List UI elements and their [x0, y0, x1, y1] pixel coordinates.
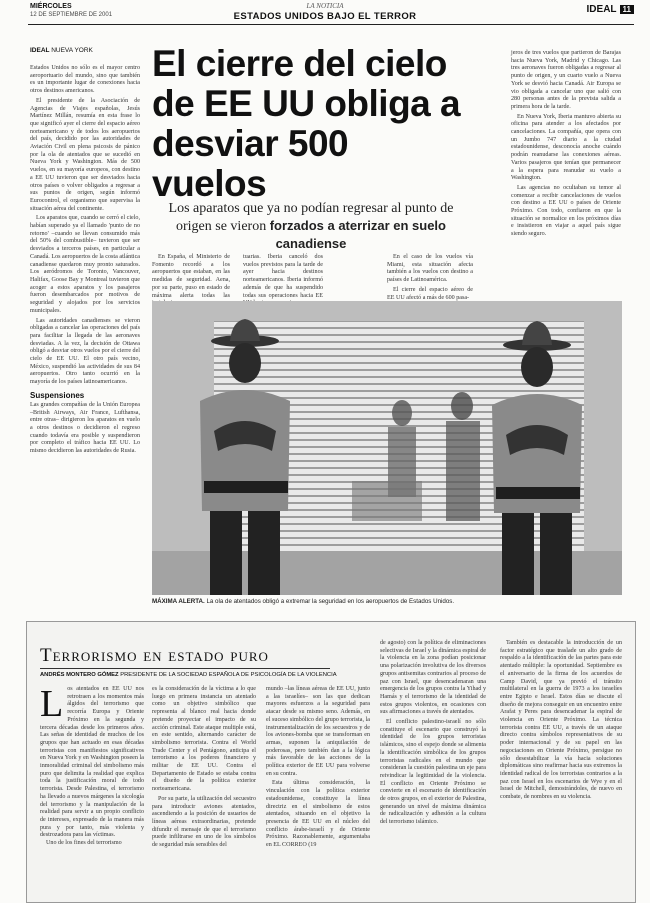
- opinion-column-4: [380, 640, 486, 896]
- caption-lead: MÁXIMA ALERTA.: [152, 598, 205, 605]
- opinion-column-2: [152, 686, 256, 896]
- paragraph: En el caso de los vuelos vía Miami, esta situación afecta también a los vuelos con destino a países de Latinoamérica.: [387, 254, 473, 284]
- opinion-column-5: [500, 640, 622, 896]
- headline-line: El cierre del cielo: [152, 43, 447, 84]
- paragraph: En España, el Ministerio de Fomento recordó a los aeropuertos que estaban, en las medidas de seguridad. Aena, por su parte, puso en estado de máxima alerta todas las: [152, 254, 230, 299]
- deck-bold: forzados a aterrizar en suelo canadiense: [269, 218, 446, 251]
- paragraph: mundo –las líneas aéreas de EE UU, junto a las israelíes– son las que dedican mayores esfuerzos a la seguridad para atacar desde su mismo seno. Además, en el suceso simbólico del grupo terrorista, la instrumentalización de los secuestros y de los aviones-bomba que se transforman en armas, suponen la aniquilación de poderosas, pero también dan a la lógica más favorable de las acciones de la política exterior de EE UU para volverse en su contra.: [266, 686, 370, 777]
- headline: [152, 44, 470, 204]
- deck: [150, 200, 472, 253]
- article-column-5: [511, 50, 621, 296]
- paragraph: En Nueva York, Iberia mantuvo abierta su oficina para atender a los afectados por cancelaciones. La compañía, que opera con un Jumbo 747 diario a la ciudad estadounidense, desconocía anoche cuándo podrán reanudarse las conexiones aéreas. Varios pasajeros que tenían que permanecer a la espera para reanudar su vuelo a Washington.: [511, 113, 621, 182]
- paragraph: El presidente de la Asociación de Agencias de Viajes españolas, Jesús Martínez Millán, resumía en esta frase lo que significó ayer el cierre del espacio aéreo norteamericano y de todos los aeropuertos del país, decidido por las autoridades de Aviación Civil en plena psicosis de pánico por la ola de atentados que se sucedió en Nueva York y Washington. Más de 500 vuelos, en su mayoría europeos, con destino a EE UU tuvieron que ser desviados hacia otros países o volver obligados a regresar a sus puntos de origen, según informó Eurocontrol, el organismo que supervisa la situación aérea del continente.: [30, 97, 140, 212]
- paragraph: Las autoridades canadienses se vieron obligadas a cancelar las operaciones del país para facilitar la llegada de las aeronaves desviadas. A la vez, la decisión de Ottawa obligó a desviar otros vuelos por el cierre del cielo de EE UU. El otro país vecino, México, suspendió las actividades de sus 84 aeropuertos. Otro tanto ocurrió en la mayoría de los países latinoamericanos.: [30, 317, 140, 386]
- author-name: ANDRÉS MONTERO GÓMEZ: [40, 672, 119, 678]
- headline-line: de EE UU obliga a: [152, 83, 461, 124]
- opinion-author: [40, 672, 337, 678]
- paragraph: Las agencias no ocultaban su temor al comenzar a recibir cancelaciones de vuelos con destino a EE UU o países de Oriente Próximo. Con todo, confiaron en que la situación se normalice en los próximos días e insistieron en viajar a aquel país sigue siendo seguro.: [511, 184, 621, 238]
- byline-place: NUEVA YORK: [51, 47, 93, 54]
- paragraph: Por su parte, la utilización del secuestro para introducir aviones atentados, ascendiendo a la posición de usuarios de líneas aéreas extraordinarias, pretende difundir el mensaje de que el terrorismo puede infiltrarse en uno de los símbolos de seguridad más sensibles del: [152, 795, 256, 849]
- headline-line: desviar 500 vuelos: [152, 123, 349, 204]
- paragraph: También es destacable la introducción de un factor estratégico que traslade un alto grado de respaldo a la identificación de las partes para este atentado múltiple: la oportunidad. Septiembre es el aniversario de la firma de los acuerdos de Camp David, que ya previó el tránsito multilateral en la guerra de 1973 a los israelíes entre Egipto e Israel. Estos días se discute el diseño de mejora conseguir en un encuentro entre Arafat y Peres para desencadenar la espiral de violencia en Oriente Próximo. La técnica terrorista contra EE UU, a través de un ataque directo contra símbolos representativos de su poder internacional y de su papel en las negociaciones en Oriente Próximo, persigue no sólo desestabilizar la vía hacia soluciones diplomáticas sino reafirmar hacia sus extremos la identidad radical de los terroristas contrarios a la paz con Israel en los escenarios de Wye y en el Israel de Mitchell, demostrándoles, de nuevo en combate, de nombres en su violencia.: [500, 640, 622, 801]
- opinion-column-1: [40, 683, 144, 896]
- paragraph: jeros de tres vuelos que partieron de Barajas hacia Nueva York, Madrid y Chicago. Las tres aeronaves fueron obligadas a regresar al punto de origen, y un cuarto vuelo a Nueva York se desvió hacia Canadá. Air Europa se vio obligada a cancelar uno que salió con 280 personas antes de la prevista salida a primera hora de la tarde.: [511, 50, 621, 110]
- author-title: PRESIDENTE DE LA SOCIEDAD ESPAÑOLA DE PSICOLOGÍA DE LA VIOLENCIA: [120, 672, 337, 678]
- paragraph: de agosto) con la política de eliminaciones selectivas de Israel y la dinámica espiral de la violencia en la zona podían posicionar una polarización involutiva de los diversos grupos antisemitas contrarios al proceso de paz con Israel, que desencadenaran una emergencia de los grupos contra la Yihad y Hamás y el terrorismo de la identidad de estos grupos violentos, en ocasiones con sus afirmaciones a través de atentados.: [380, 640, 486, 716]
- header-section: ESTADOS UNIDOS BAJO EL TERROR: [233, 11, 417, 22]
- page-number: 11: [620, 5, 634, 14]
- photo-police-officers: [152, 301, 622, 595]
- paragraph: Uno de los fines del terrorismo: [46, 840, 122, 847]
- paragraph: Estados Unidos no sólo es el mayor centro aeroportuario del mundo, sino que también es un importante lugar de conexiones hacia otros destinos americanos.: [30, 65, 140, 95]
- caption-text: La ola de atentados obligó a extremar la seguridad en los aeropuertos de Estados Unidos.: [206, 598, 455, 605]
- paragraph: os atentados en EE UU nos retrotraen a los momentos más álgidos del terrorismo que recorría Europa y Oriente Próximo en la segunda y tercera décadas desde los primeros años. Las señas de identidad de muchos de los grupos que han actuado en esas décadas terroristas con manifiestos significativos en Nueva York y en Washington poseen la inmoralidad criminal del simbolismo más puro que delimita la realidad que explica toda la justificación moral de todo terrorista. Desde Palestina, el terrorismo ha llevado a nuevos márgenes la sicología del terrorismo y la manipulación de la realidad para servir a un propio conflicto de intereses, expresado de la manera más pura y por tanto, más violenta y destrozadora para las víctimas.: [40, 686, 144, 839]
- header-date: 12 DE SEPTIEMBRE DE 2001: [30, 12, 113, 18]
- byline-org: IDEAL: [30, 47, 50, 54]
- dropcap: L: [40, 683, 64, 725]
- paragraph: El conflicto palestino-israelí no sólo constituye el escenario que construyó la identidad de los grupos terroristas islámicos, sino el espejo donde se alimenta la identificación simbólica de los grupos terroristas radicales en el mundo que consideran la cuestión palestina un eje para reivindicar la legitimidad de la violencia. El conflicto en Oriente Próximo se convierte en el escenario de identificación de otros grupos, en el exterior de Palestina, generando un nivel de máxima dinámica de radicalización y adhesión a la cultura del terrorismo islámico.: [380, 719, 486, 826]
- article-column-2: [152, 254, 230, 298]
- paragraph: es la consideración de la víctima a lo que luego en primera instancia un atentado como un objetivo simbólico que representa al blanco real hacia donde pretende proyectar el impacto de su acción criminal. Este ataque multiple está, en este sentido, alternando carácter de simbolismo terrorista. Contra el World Trade Center y el Pentágono, anticipa el terrorismo a los poderes financiero y militar de EE UU. Contra el Departamento de Estado se estaba contra el diseño de la política exterior norteamericana.: [152, 686, 256, 793]
- paragraph: Las grandes compañías de la Unión Europea –British Airways, Air France, Lufthansa, entre otras– dirigieron los aparatos en vuelo a otros destinos o decidieron el regreso cuando todavía era posible y suspendieron por completo el tráfico hacia EE UU. Lo mismo decidieron las autoridades de Rusia.: [30, 401, 140, 455]
- opinion-column-3: [266, 686, 370, 896]
- article-column-3: [243, 254, 323, 298]
- opinion-title-rule: [40, 668, 330, 669]
- opinion-title: Terrorismo en estado puro: [40, 645, 269, 666]
- header-paper: [587, 4, 634, 15]
- header-masthead: LA NOTICIA: [306, 2, 344, 10]
- paragraph: Esta última consideración, la vinculación con la política exterior estadounidense, constituye la línea directriz en el simbolismo de estos atentados, situando en el objetivo la presencia de EE UU en el núcleo del conflicto árabe-israelí y de Oriente Próximo. Razonablemente, argumentaba en EL CORREO (19: [266, 780, 370, 849]
- article-column-1: [30, 65, 140, 613]
- byline: [30, 47, 93, 54]
- subheading: Suspensiones: [30, 390, 85, 400]
- paper-name: IDEAL: [586, 4, 617, 15]
- paragraph: Los aparatos que, cuando se cerró el cielo, habían superado ya el llamado 'punto de no retorno' –cuando se llevan consumido más del 50% del combustible– tuvieron que ser desviados a terceros países, en particular a Canadá. Los aeropuertos de la costa atlántica canadiense quedaron muy pronto saturados. Los aeródromos de Toronto, Vancouver, Halifax, Goose Bay y Montreal tuvieron que acoger a estos aparatos y los pasajeros fueron desembarcados por motivos de seguridad y alojados por los servicios municipales.: [30, 215, 140, 314]
- photo-caption: [152, 598, 632, 605]
- article-column-4: [387, 254, 473, 301]
- header-rule: [28, 24, 634, 25]
- deck-normal: Los aparatos que ya no podían regresar al punto de origen se vieron: [168, 201, 454, 234]
- paragraph: tuarias. Iberia canceló dos vuelos previstos para la tarde de ayer hacia destinos norteamericanos. Iberia informó además de que ha suspendido todas sus operaciones hacia EE: [243, 254, 323, 299]
- paragraph: El cierre del espacio aéreo de EE UU afectó a más de 600 pasa-: [387, 286, 473, 301]
- header-day: MIÉRCOLES: [30, 3, 72, 10]
